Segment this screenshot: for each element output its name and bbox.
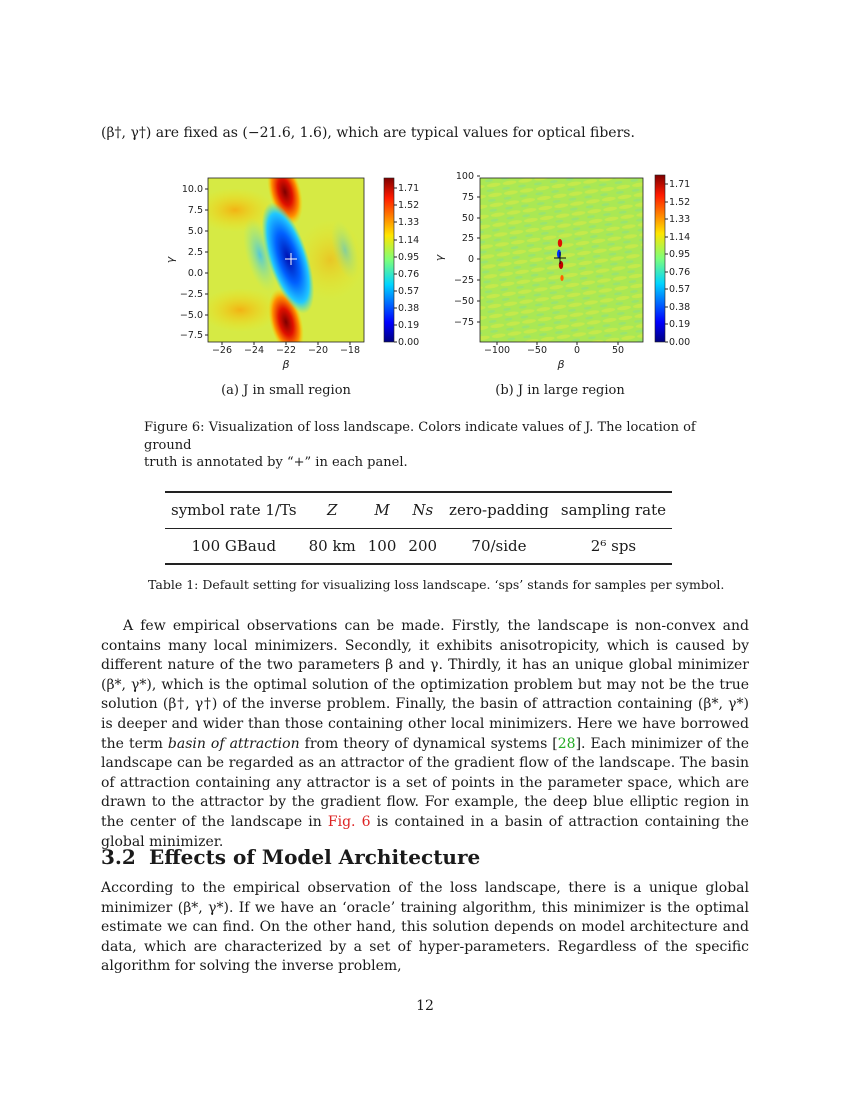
- table-header-row: [165, 492, 672, 528]
- table-header: Ns: [412, 501, 434, 520]
- svg-text:50: 50: [611, 345, 625, 356]
- intro-line: (β†, γ†) are fixed as (−21.6, 1.6), which are typical values for optical fibers.: [101, 125, 635, 141]
- table-cell: 80 km: [308, 536, 356, 555]
- svg-text:1.14: 1.14: [398, 235, 420, 246]
- svg-text:0: 0: [573, 345, 581, 356]
- svg-text:5.0: 5.0: [187, 226, 203, 237]
- svg-text:0.00: 0.00: [398, 337, 420, 348]
- settings-table: [165, 491, 672, 565]
- figure-panel-a: [160, 170, 440, 375]
- page-number: 12: [416, 998, 434, 1014]
- colorbar-a-ticks: [394, 183, 419, 348]
- svg-text:−50: −50: [526, 345, 548, 356]
- svg-text:1.52: 1.52: [669, 197, 691, 208]
- table-header: zero-padding: [449, 501, 549, 520]
- table-header: M: [374, 501, 390, 520]
- svg-text:0.76: 0.76: [398, 269, 420, 280]
- table-header: Z: [326, 501, 338, 520]
- body-paragraph: A few empirical observations can be made. Firstly, the landscape is non-convex and contains many local minimizers. Secondly, it exhibits anisotropicity, which is caused by different nature of the two parameters β and γ. Thirdly, it has an unique global minimizer (β*, γ*), which is the optimal solution of the optimization problem but may not be the true solution (β†, γ†) of the inverse problem. Finally, the basin of attraction containing (β*, γ*) is deeper and wider than those containing other local minimizers. Here we have borrowed the term basin of attraction from theory of dynamical systems [28]. Each minimizer of the landscape can be regarded as an attractor of the gradient flow of the landscape. The basin of attraction containing any attractor is a set of points in the parameter space, which are drawn to the attractor by the gradient flow. For example, the deep blue elliptic region in the center of the landscape in Fig. 6 is contained in a basin of attraction containing the global minimizer.: [101, 618, 749, 850]
- y-axis-ticks: [454, 171, 480, 328]
- colorbar-a: [384, 178, 394, 342]
- svg-text:0.95: 0.95: [669, 249, 691, 260]
- svg-text:7.5: 7.5: [187, 205, 203, 216]
- svg-text:−50: −50: [453, 296, 474, 307]
- svg-text:−22: −22: [275, 345, 297, 356]
- svg-text:50: 50: [461, 213, 474, 224]
- svg-text:−2.5: −2.5: [179, 289, 203, 300]
- citation-link[interactable]: 28: [557, 735, 576, 752]
- svg-text:100: 100: [455, 171, 474, 182]
- svg-text:−26: −26: [211, 345, 233, 356]
- svg-text:1.71: 1.71: [669, 179, 691, 190]
- svg-text:1.52: 1.52: [398, 200, 420, 211]
- table-cell: 2⁶ sps: [590, 536, 637, 555]
- colorbar-b-ticks: [665, 179, 690, 348]
- svg-text:−7.5: −7.5: [179, 330, 203, 341]
- section-heading: 3.2 Effects of Model Architecture: [101, 845, 481, 869]
- svg-text:−25: −25: [453, 275, 474, 286]
- x-axis-ticks: [212, 342, 360, 356]
- subcaption-a: (a) J in small region: [221, 383, 351, 398]
- table-cell: 100 GBaud: [191, 536, 277, 555]
- svg-text:−18: −18: [339, 345, 361, 356]
- svg-text:1.14: 1.14: [669, 232, 691, 243]
- svg-text:25: 25: [461, 233, 474, 244]
- figure-link[interactable]: Fig. 6: [327, 813, 371, 830]
- x-axis-label: β: [557, 358, 565, 371]
- svg-text:0.00: 0.00: [669, 337, 691, 348]
- svg-text:10.0: 10.0: [181, 184, 203, 195]
- svg-text:−5.0: −5.0: [179, 310, 203, 321]
- svg-text:0: 0: [467, 254, 474, 265]
- svg-text:0.38: 0.38: [398, 303, 420, 314]
- svg-text:1.71: 1.71: [398, 183, 420, 194]
- svg-text:−24: −24: [243, 345, 265, 356]
- subcaption-b: (b) J in large region: [495, 383, 625, 398]
- svg-text:0.19: 0.19: [398, 320, 420, 331]
- svg-text:0.38: 0.38: [669, 302, 691, 313]
- y-axis-ticks: [180, 184, 208, 341]
- table-header: symbol rate 1/Ts: [171, 501, 297, 520]
- table-cell: 200: [408, 536, 438, 555]
- table-cell: 70/side: [471, 536, 527, 555]
- figure-caption: Figure 6: Visualization of loss landscape. Colors indicate values of J. The location of ground truth is annotated by “+” in each panel.: [144, 420, 696, 470]
- svg-text:−100: −100: [483, 345, 511, 356]
- svg-text:1.33: 1.33: [669, 214, 691, 225]
- svg-text:0.57: 0.57: [669, 284, 691, 295]
- table-header: sampling rate: [560, 501, 667, 520]
- body-paragraph-2: According to the empirical observation of the loss landscape, there is a unique global minimizer (β*, γ*). If we have an ‘oracle’ training algorithm, this minimizer is the optimal estimate we can find. On the other hand, this solution depends on model architecture and data, which are characterized by a set of hyper-parameters. Regardless of the specific algorithm for solving the inverse problem,: [101, 880, 749, 975]
- y-axis-label: γ: [164, 256, 177, 264]
- y-axis-label: γ: [433, 254, 446, 262]
- colorbar-b: [655, 175, 665, 342]
- svg-text:2.5: 2.5: [187, 247, 203, 258]
- table-cell: 100: [367, 536, 397, 555]
- x-axis-ticks: [484, 342, 624, 356]
- svg-text:0.0: 0.0: [187, 268, 203, 279]
- svg-text:−20: −20: [307, 345, 329, 356]
- x-axis-label: β: [282, 358, 290, 371]
- svg-text:0.76: 0.76: [669, 267, 691, 278]
- svg-text:0.19: 0.19: [669, 319, 691, 330]
- svg-text:75: 75: [461, 192, 474, 203]
- svg-text:−75: −75: [453, 317, 474, 328]
- svg-text:0.57: 0.57: [398, 286, 420, 297]
- svg-text:1.33: 1.33: [398, 217, 420, 228]
- table-caption: Table 1: Default setting for visualizing loss landscape. ‘sps’ stands for samples per symbol.: [148, 577, 725, 592]
- table-row: [165, 528, 672, 564]
- figure-panel-b: [435, 170, 710, 375]
- svg-text:0.95: 0.95: [398, 252, 420, 263]
